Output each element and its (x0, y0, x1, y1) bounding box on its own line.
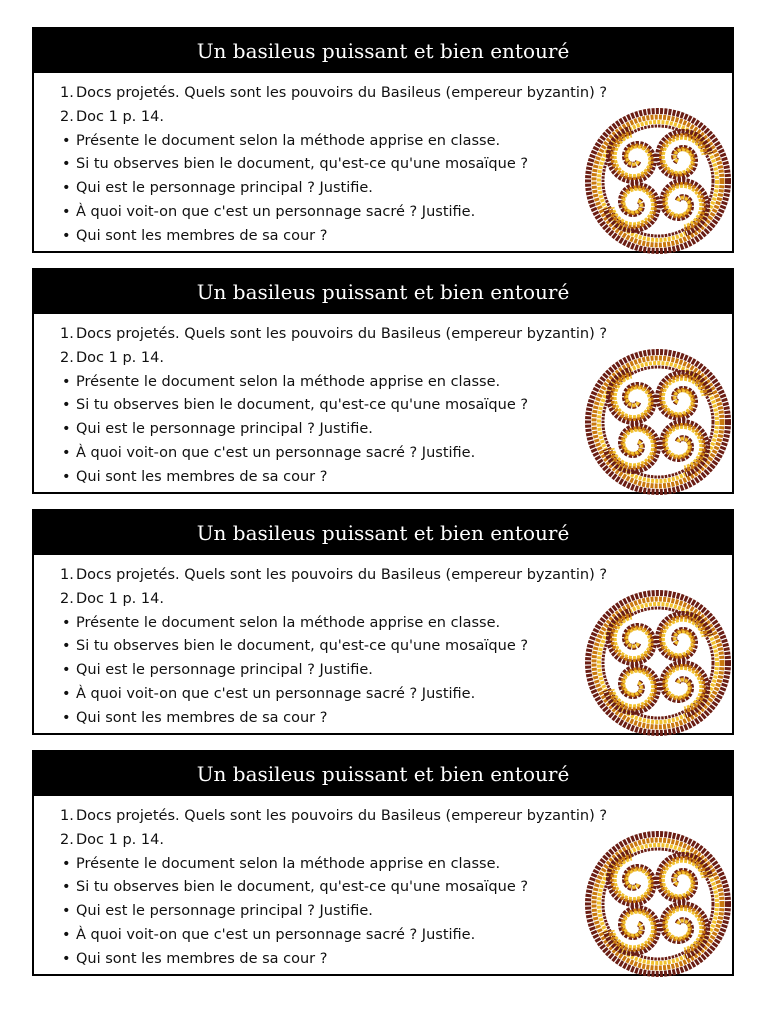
item-number: 1. (60, 326, 74, 342)
card-title: Un basileus puissant et bien entouré (34, 511, 732, 555)
bullet-dot-icon: • (62, 926, 71, 943)
bullet-dot-icon: • (62, 468, 71, 485)
bullet-dot-icon: • (62, 444, 71, 461)
item-text: Docs projetés. Quels sont les pouvoirs du Basileus (empereur byzantin) ? (76, 567, 608, 583)
item-text: Doc 1 p. 14. (76, 108, 164, 125)
item-text: Docs projetés. Quels sont les pouvoirs du Basileus (empereur byzantin) ? (76, 85, 608, 101)
activity-card (32, 268, 734, 494)
item-text: Qui est le personnage principal ? Justifie. (76, 662, 373, 679)
mosaic-spiral-icon (584, 589, 732, 737)
item-text: Présente le document selon la méthode apprise en classe. (76, 855, 501, 872)
bullet-dot-icon: • (62, 614, 71, 631)
item-text: À quoi voit-on que c'est un personnage sacré ? Justifie. (76, 926, 476, 943)
bullet-dot-icon: • (62, 879, 71, 896)
numbered-item (60, 323, 732, 347)
item-text: Doc 1 p. 14. (76, 349, 164, 366)
activity-card (32, 27, 734, 253)
bullet-dot-icon: • (62, 227, 71, 244)
item-number: 1. (60, 567, 74, 583)
bullet-dot-icon: • (62, 373, 71, 390)
bullet-dot-icon: • (62, 203, 71, 220)
bullet-dot-icon: • (62, 685, 71, 702)
bullet-dot-icon: • (62, 855, 71, 872)
item-text: Doc 1 p. 14. (76, 590, 164, 607)
item-number: 2. (60, 349, 74, 366)
item-text: Présente le document selon la méthode apprise en classe. (76, 132, 501, 149)
item-text: Si tu observes bien le document, qu'est-ce qu'une mosaïque ? (76, 879, 529, 896)
bullet-dot-icon: • (62, 397, 71, 414)
numbered-item (60, 805, 732, 829)
mosaic-spiral-icon (584, 830, 732, 978)
item-text: À quoi voit-on que c'est un personnage sacré ? Justifie. (76, 685, 476, 702)
item-text: Qui sont les membres de sa cour ? (76, 227, 328, 244)
bullet-dot-icon: • (62, 132, 71, 149)
card-title: Un basileus puissant et bien entouré (34, 270, 732, 314)
item-number: 2. (60, 108, 74, 125)
item-number: 2. (60, 831, 74, 848)
bullet-dot-icon: • (62, 662, 71, 679)
bullet-dot-icon: • (62, 638, 71, 655)
item-text: Si tu observes bien le document, qu'est-ce qu'une mosaïque ? (76, 156, 529, 173)
item-text: Si tu observes bien le document, qu'est-ce qu'une mosaïque ? (76, 638, 529, 655)
mosaic-spiral-icon (584, 348, 732, 496)
mosaic-spiral-icon (584, 107, 732, 255)
bullet-dot-icon: • (62, 421, 71, 438)
bullet-dot-icon: • (62, 950, 71, 967)
card-body (34, 314, 732, 490)
card-body (34, 555, 732, 731)
item-text: Qui est le personnage principal ? Justifie. (76, 421, 373, 438)
item-text: Qui est le personnage principal ? Justifie. (76, 903, 373, 920)
numbered-item (60, 82, 732, 106)
item-text: Si tu observes bien le document, qu'est-ce qu'une mosaïque ? (76, 397, 529, 414)
card-body (34, 73, 732, 249)
item-text: Doc 1 p. 14. (76, 831, 164, 848)
item-text: Présente le document selon la méthode apprise en classe. (76, 614, 501, 631)
item-number: 1. (60, 808, 74, 824)
item-text: Qui sont les membres de sa cour ? (76, 709, 328, 726)
bullet-dot-icon: • (62, 903, 71, 920)
bullet-dot-icon: • (62, 180, 71, 197)
item-text: Présente le document selon la méthode apprise en classe. (76, 373, 501, 390)
item-text: À quoi voit-on que c'est un personnage sacré ? Justifie. (76, 444, 476, 461)
card-title: Un basileus puissant et bien entouré (34, 29, 732, 73)
bullet-dot-icon: • (62, 709, 71, 726)
item-text: Docs projetés. Quels sont les pouvoirs du Basileus (empereur byzantin) ? (76, 326, 608, 342)
activity-card (32, 750, 734, 976)
card-body (34, 796, 732, 972)
bullet-dot-icon: • (62, 156, 71, 173)
item-text: Qui est le personnage principal ? Justifie. (76, 180, 373, 197)
item-text: Qui sont les membres de sa cour ? (76, 950, 328, 967)
item-text: À quoi voit-on que c'est un personnage sacré ? Justifie. (76, 203, 476, 220)
activity-card (32, 509, 734, 735)
numbered-item (60, 564, 732, 588)
card-title: Un basileus puissant et bien entouré (34, 752, 732, 796)
item-number: 1. (60, 85, 74, 101)
item-text: Qui sont les membres de sa cour ? (76, 468, 328, 485)
item-number: 2. (60, 590, 74, 607)
item-text: Docs projetés. Quels sont les pouvoirs du Basileus (empereur byzantin) ? (76, 808, 608, 824)
